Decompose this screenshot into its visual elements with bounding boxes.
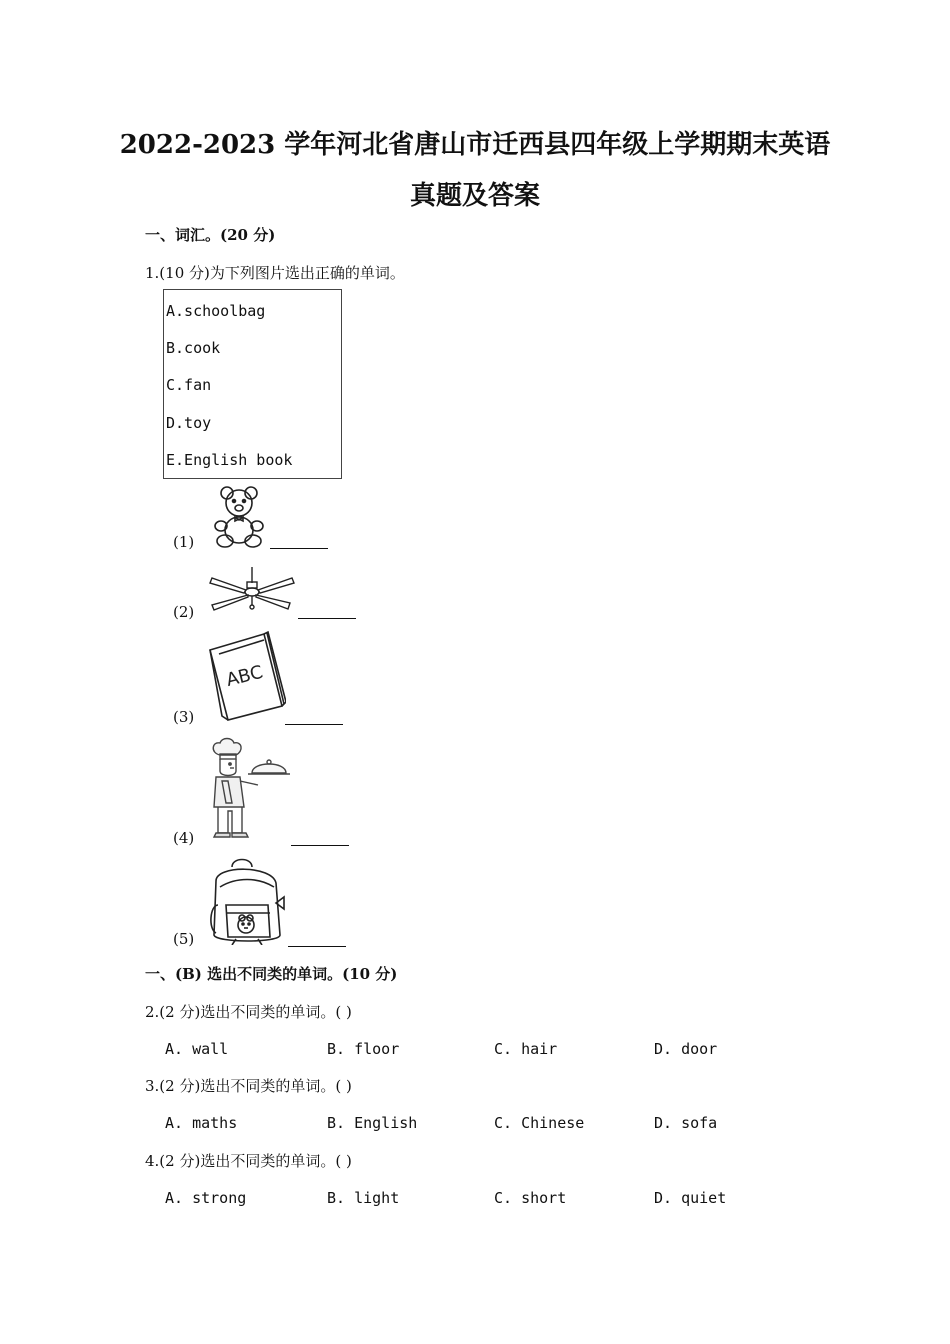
option-a: A.schoolbag [166, 302, 266, 320]
item-3-number: (3) [173, 708, 195, 726]
question-4-choice-c[interactable]: C. short [494, 1189, 567, 1207]
item-5-number: (5) [173, 930, 195, 948]
question-2-choice-c[interactable]: C. hair [494, 1040, 558, 1058]
book-cover-text: ABC [224, 661, 266, 692]
section1-heading: 一、词汇。(20 分) [145, 226, 276, 244]
question-4-choice-d[interactable]: D. quiet [654, 1189, 727, 1207]
question-4-choice-a[interactable]: A. strong [165, 1189, 247, 1207]
question-3-stem: 3.(2 分)选出不同类的单词。( ) [145, 1077, 352, 1095]
section2-heading: 一、(B) 选出不同类的单词。(10 分) [145, 965, 398, 983]
option-e: E.English book [166, 451, 293, 469]
answer-blank-4[interactable] [291, 845, 349, 846]
word-options-box [163, 289, 342, 479]
answer-blank-5[interactable] [288, 946, 346, 947]
option-b: B.cook [166, 339, 221, 357]
question-1-stem: 1.(10 分)为下列图片选出正确的单词。 [145, 264, 405, 282]
question-3-choice-a[interactable]: A. maths [165, 1114, 238, 1132]
question-2-choice-b[interactable]: B. floor [327, 1040, 400, 1058]
english-book-picture [206, 630, 286, 722]
document-title-line2: 真题及答案 [409, 181, 540, 211]
question-3-choice-d[interactable]: D. sofa [654, 1114, 718, 1132]
question-4-stem: 4.(2 分)选出不同类的单词。( ) [145, 1152, 352, 1170]
answer-blank-3[interactable] [285, 724, 343, 725]
option-d: D.toy [166, 414, 212, 432]
item-1-number: (1) [173, 533, 195, 551]
schoolbag-picture [206, 857, 288, 945]
answer-blank-2[interactable] [298, 618, 356, 619]
question-2-choice-a[interactable]: A. wall [165, 1040, 229, 1058]
question-2-stem: 2.(2 分)选出不同类的单词。( ) [145, 1003, 352, 1021]
answer-blank-1[interactable] [270, 548, 328, 549]
ceiling-fan-picture [206, 565, 298, 615]
cook-picture [206, 737, 294, 845]
item-2-number: (2) [173, 603, 195, 621]
document-title-line1: 2022-2023 学年河北省唐山市迁西县四年级上学期期末英语 [119, 130, 831, 160]
item-4-number: (4) [173, 829, 195, 847]
question-2-choice-d[interactable]: D. door [654, 1040, 718, 1058]
option-c: C.fan [166, 376, 212, 394]
question-4-choice-b[interactable]: B. light [327, 1189, 400, 1207]
question-3-choice-b[interactable]: B. English [327, 1114, 418, 1132]
teddy-bear-picture [207, 484, 271, 548]
question-3-choice-c[interactable]: C. Chinese [494, 1114, 585, 1132]
